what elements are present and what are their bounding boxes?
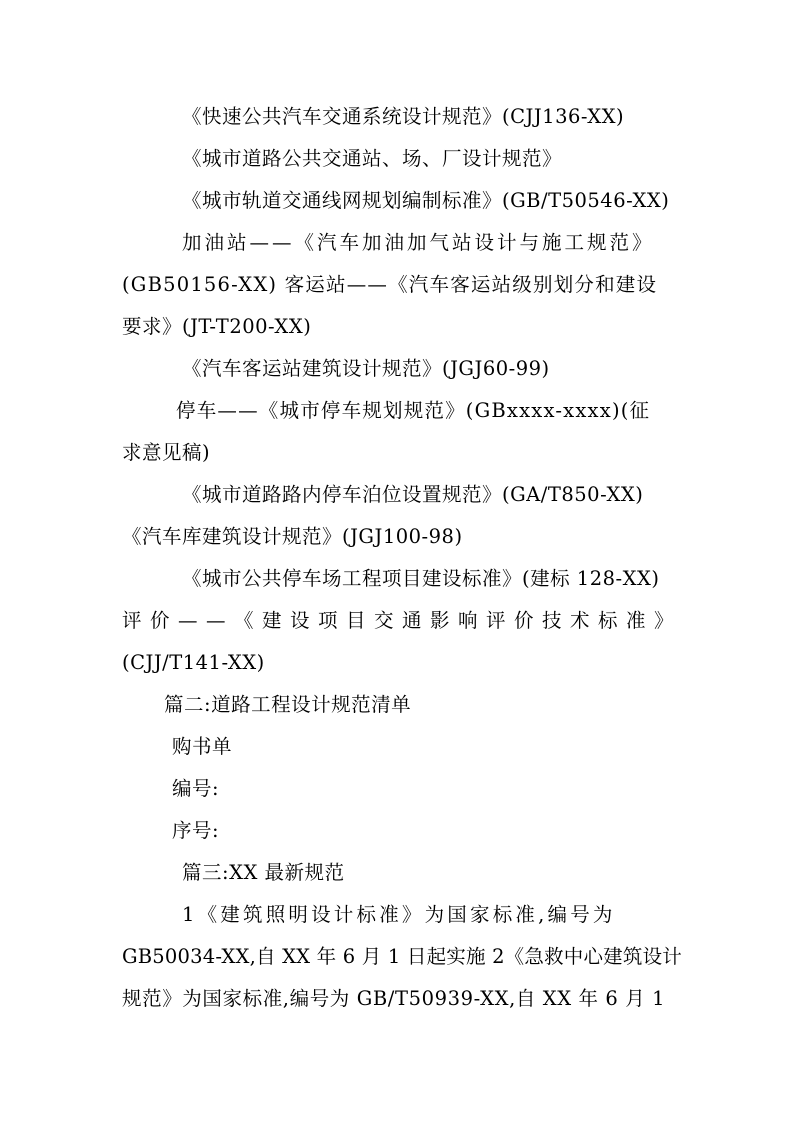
text-line-14: (CJJ/T141-XX): [122, 651, 265, 674]
text-line-7: 《汽车客运站建筑设计规范》(JGJ60-99): [182, 357, 550, 380]
text-line-serial: 序号:: [172, 819, 220, 842]
section-heading-3: 篇三:XX 最新规范: [182, 861, 345, 884]
text-line-6: 要求》(JT-T200-XX): [122, 315, 312, 338]
text-line-13: 评价——《建设项目交通影响评价技术标准》: [122, 609, 683, 632]
text-line-number: 编号:: [172, 777, 220, 800]
text-line-19: 1《建筑照明设计标准》为国家标准,编号为: [182, 903, 616, 926]
section-heading-2: 篇二:道路工程设计规范清单: [164, 693, 412, 716]
text-line-21: 规范》为国家标准,编号为 GB/T50939-XX,自 XX 年 6 月 1: [122, 987, 666, 1010]
text-line-1: 《快速公共汽车交通系统设计规范》(CJJ136-XX): [182, 105, 625, 128]
text-line-8: 停车——《城市停车规划规范》(GBxxxx-xxxx)(征: [176, 399, 651, 422]
text-line-11: 《汽车库建筑设计规范》(JGJ100-98): [122, 525, 463, 548]
text-line-3: 《城市轨道交通线网规划编制标准》(GB/T50546-XX): [182, 189, 670, 212]
text-line-2: 《城市道路公共交通站、场、厂设计规范》: [182, 147, 563, 170]
text-line-12: 《城市公共停车场工程项目建设标准》(建标 128-XX): [182, 567, 660, 590]
text-line-4: 加油站——《汽车加油加气站设计与施工规范》: [182, 231, 655, 254]
text-line-20: GB50034-XX,自 XX 年 6 月 1 日起实施 2《急救中心建筑设计: [122, 945, 682, 968]
text-line-5: (GB50156-XX) 客运站——《汽车客运站级别划分和建设: [122, 273, 658, 296]
text-line-9: 求意见稿): [122, 441, 211, 464]
text-line-purchase-list: 购书单: [172, 735, 233, 758]
text-line-10: 《城市道路路内停车泊位设置规范》(GA/T850-XX): [182, 483, 644, 506]
